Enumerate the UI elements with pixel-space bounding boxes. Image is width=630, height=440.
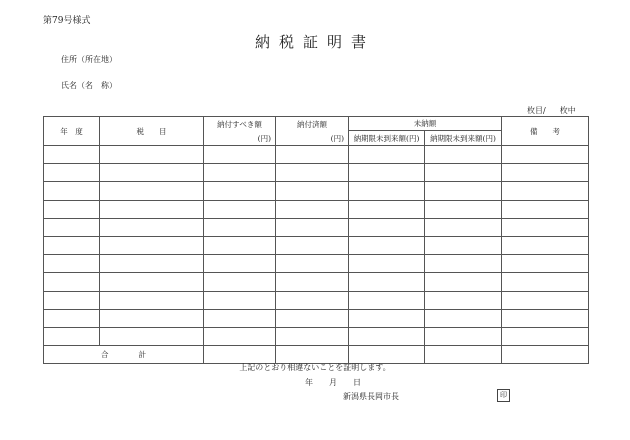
table-row [44, 164, 589, 182]
header-amount-due-unit: (円) [257, 133, 271, 143]
total-row [44, 346, 589, 364]
table-cell[interactable] [349, 255, 425, 273]
table-cell[interactable] [349, 273, 425, 291]
table-cell[interactable] [44, 273, 100, 291]
total-cell[interactable] [349, 346, 425, 364]
table-cell[interactable] [349, 218, 425, 236]
table-cell[interactable] [276, 255, 349, 273]
table-cell[interactable] [276, 309, 349, 327]
table-cell[interactable] [276, 182, 349, 200]
name-label: 氏名（名 称） [61, 81, 117, 90]
table-cell[interactable] [276, 236, 349, 254]
table-cell[interactable] [204, 200, 276, 218]
header-amount-due [204, 117, 276, 146]
table-cell[interactable] [100, 182, 204, 200]
table-cell[interactable] [425, 146, 502, 164]
table-cell[interactable] [44, 218, 100, 236]
table-row [44, 182, 589, 200]
table-cell[interactable] [100, 146, 204, 164]
total-cell[interactable] [425, 346, 502, 364]
table-cell[interactable] [502, 273, 589, 291]
table-cell[interactable] [425, 200, 502, 218]
header-amount-paid [276, 117, 349, 146]
table-cell[interactable] [502, 200, 589, 218]
table-cell[interactable] [502, 146, 589, 164]
table-cell[interactable] [100, 309, 204, 327]
table-row [44, 146, 589, 164]
header-remarks: 備 考 [502, 117, 589, 146]
table-row [44, 273, 589, 291]
table-cell[interactable] [204, 273, 276, 291]
table-cell[interactable] [204, 255, 276, 273]
table-cell[interactable] [425, 236, 502, 254]
header-tax-item: 税 目 [100, 117, 204, 146]
table-cell[interactable] [276, 218, 349, 236]
tax-table [43, 116, 589, 364]
sheet-count [527, 105, 576, 116]
table-cell[interactable] [349, 146, 425, 164]
table-cell[interactable] [502, 164, 589, 182]
total-cell[interactable] [276, 346, 349, 364]
table-cell[interactable] [44, 291, 100, 309]
table-cell[interactable] [349, 164, 425, 182]
table-row [44, 218, 589, 236]
table-cell[interactable] [502, 309, 589, 327]
header-amount-due-label: 納付すべき額 [217, 119, 262, 129]
table-cell[interactable] [502, 255, 589, 273]
total-label: 合 計 [44, 346, 204, 364]
header-unpaid-past-due: 納期限未到来額(円) [425, 131, 502, 146]
table-cell[interactable] [100, 327, 204, 345]
seal-stamp: 印 [497, 389, 510, 402]
table-cell[interactable] [425, 218, 502, 236]
table-cell[interactable] [349, 182, 425, 200]
table-cell[interactable] [425, 164, 502, 182]
table-cell[interactable] [100, 200, 204, 218]
table-cell[interactable] [502, 182, 589, 200]
table-cell[interactable] [204, 146, 276, 164]
sheet-of-label: 枚中 [559, 106, 576, 115]
table-cell[interactable] [100, 291, 204, 309]
table-cell[interactable] [204, 182, 276, 200]
table-cell[interactable] [276, 291, 349, 309]
table-row [44, 291, 589, 309]
header-amount-paid-label: 納付済額 [297, 119, 327, 129]
table-cell[interactable] [204, 164, 276, 182]
table-cell[interactable] [349, 327, 425, 345]
table-cell[interactable] [349, 236, 425, 254]
table-cell[interactable] [44, 236, 100, 254]
table-cell[interactable] [204, 218, 276, 236]
table-cell[interactable] [204, 327, 276, 345]
table-cell[interactable] [502, 218, 589, 236]
total-cell[interactable] [502, 346, 589, 364]
document-title: 納税証明書 [254, 33, 375, 51]
table-cell[interactable] [100, 236, 204, 254]
issue-date: 年 月 日 [305, 378, 361, 387]
table-cell[interactable] [425, 327, 502, 345]
table-row [44, 236, 589, 254]
table-cell[interactable] [100, 273, 204, 291]
certification-statement: 上記のとおり相違ないことを証明します。 [239, 363, 391, 372]
table-cell[interactable] [204, 291, 276, 309]
table-cell[interactable] [349, 309, 425, 327]
table-row [44, 327, 589, 345]
table-cell[interactable] [425, 291, 502, 309]
table-cell[interactable] [276, 200, 349, 218]
table-cell[interactable] [502, 291, 589, 309]
address-label: 住所（所在地） [61, 55, 117, 64]
table-cell[interactable] [276, 164, 349, 182]
table-cell[interactable] [425, 273, 502, 291]
table-cell[interactable] [100, 218, 204, 236]
table-cell[interactable] [349, 291, 425, 309]
table-cell[interactable] [349, 200, 425, 218]
table-cell[interactable] [44, 327, 100, 345]
header-unpaid: 未納額 [349, 117, 502, 131]
issuer-name: 新潟県長岡市長 [343, 392, 399, 401]
table-cell[interactable] [502, 236, 589, 254]
header-unpaid-not-due: 納期限未到来額(円) [349, 131, 425, 146]
table-cell[interactable] [44, 255, 100, 273]
header-amount-paid-unit: (円) [330, 133, 344, 143]
table-cell[interactable] [44, 164, 100, 182]
table-cell[interactable] [44, 182, 100, 200]
table-cell[interactable] [44, 309, 100, 327]
table-row [44, 255, 589, 273]
table-cell[interactable] [425, 309, 502, 327]
table-cell[interactable] [502, 327, 589, 345]
table-cell[interactable] [100, 164, 204, 182]
sheet-count-label: 枚目/ [527, 106, 546, 115]
total-cell[interactable] [204, 346, 276, 364]
table-cell[interactable] [276, 327, 349, 345]
table-cell[interactable] [44, 146, 100, 164]
table-cell[interactable] [276, 273, 349, 291]
form-number: 第79号様式 [43, 16, 91, 26]
table-cell[interactable] [204, 236, 276, 254]
table-row [44, 200, 589, 218]
table-cell[interactable] [276, 146, 349, 164]
table-cell[interactable] [44, 200, 100, 218]
table-cell[interactable] [204, 309, 276, 327]
header-fiscal-year: 年 度 [44, 117, 100, 146]
table-cell[interactable] [425, 255, 502, 273]
table-cell[interactable] [425, 182, 502, 200]
table-row [44, 309, 589, 327]
table-cell[interactable] [100, 255, 204, 273]
